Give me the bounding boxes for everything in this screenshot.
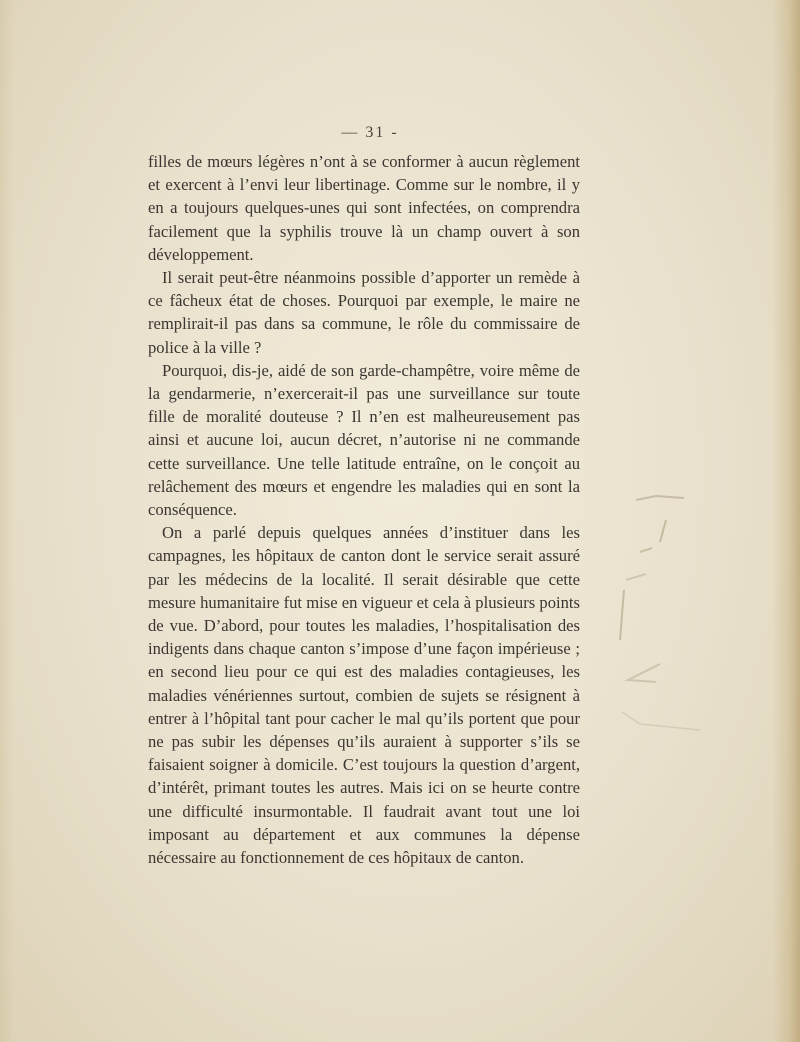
page-edge-left (0, 0, 14, 1042)
margin-pencil-marks (596, 490, 716, 750)
page-number: — 31 - (341, 124, 399, 141)
paragraph-3: Pourquoi, dis-je, aidé de son garde-champêtre, voire même de la gendarmerie, n’exercerait-il pas une surveillance sur toute fille de moralité douteuse ? Il n’en est malheureusement pas ainsi et aucune loi, aucun décret, n’autorise ni ne commande cette surveillance. Une telle latitude entraîne, on le conçoit au relâchement des mœurs et engendre les maladies qui en sont la conséquence. (148, 360, 580, 520)
paragraph-4: On a parlé depuis quelques années d’instituer dans les campagnes, les hôpitaux de canton dont le service serait assuré par les médecins de la localité. Il serait désirable que cette mesure humanitaire fut mise en vigueur et cela à plusieurs points de vue. D’abord, pour toutes les maladies, l’hospitalisation des indigents dans chaque canton s’impose d’une façon impérieuse ; en second lieu pour ce qui est des maladies contagieuses, les maladies vénériennes surtout, combien de sujets se résignent à entrer à l’hôpital tant pour cacher le mal qu’ils portent que pour ne pas subir les dépenses qu’ils auraient à supporter s’ils se faisaient soigner à domicile. C’est toujours la question d’argent, d’intérêt, primant toutes les autres. Mais ici on se heurte contre une difficulté insurmontable. Il faudrait avant tout une loi imposant au département et aux communes la dépense nécessaire au fonctionnement de ces hôpitaux de canton. (148, 523, 580, 868)
paragraph-1: filles de mœurs légères n’ont à se conformer à aucun règlement et exercent à l’envi leur libertinage. Comme sur le nombre, il y en a toujours quelques-unes qui sont infectées, on comprendra facilement que la syphilis trouve là un champ ouvert à son développement. (148, 152, 580, 264)
body-text (148, 150, 580, 869)
page-edge-right (772, 0, 800, 1042)
paragraph-2: Il serait peut-être néanmoins possible d’apporter un remède à ce fâcheux état de choses. Pourquoi par exemple, le maire ne remplirait-il pas dans sa commune, le rôle du commissaire de police à la ville ? (148, 268, 580, 357)
